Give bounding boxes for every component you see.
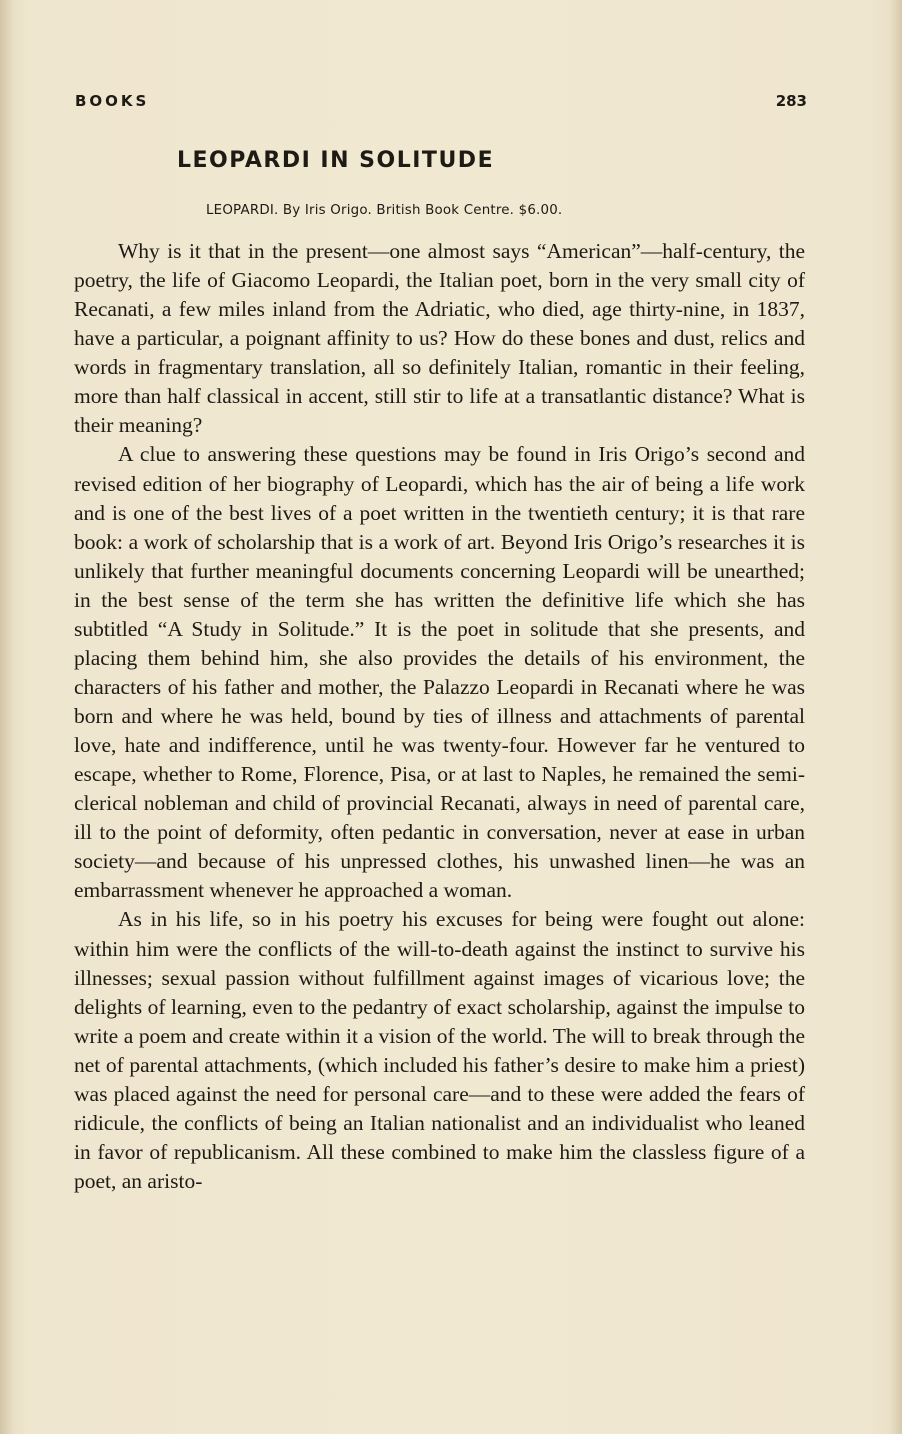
article-body bbox=[74, 237, 805, 1196]
spine-shadow bbox=[0, 0, 14, 1434]
paragraph: A clue to answering these questions may be found in Iris Origo’s second and revised edition of her biography of Leopardi, which has the air of being a life work and is one of the best lives of a poet written in the twentieth century; it is that rare book: a work of scholarship that is a work of art. Beyond Iris Origo’s researches it is unlikely that further meaningful documents concerning Leopardi will be unearthed; in the best sense of the term she has written the definitive life which she has subtitled “A Study in Solitude.” It is the poet in solitude that she presents, and placing them behind him, she also provides the details of his environment, the characters of his father and mother, the Palazzo Leopardi in Recanati where he was born and where he was held, bound by ties of illness and attachments of parental love, hate and indifference, until he was twenty-four. However far he ventured to escape, whether to Rome, Florence, Pisa, or at last to Naples, he remained the semi-clerical nobleman and child of provincial Recanati, always in need of parental care, ill to the point of deformity, often pedantic in conversation, never at ease in urban society—and because of his unpressed clothes, his unwashed linen—he was an embarrassment whenever he approached a woman. bbox=[74, 442, 805, 903]
page-header bbox=[75, 92, 807, 116]
page-number: 283 bbox=[775, 92, 807, 110]
article-title: LEOPARDI IN SOLITUDE bbox=[177, 148, 495, 173]
page-edge-shadow bbox=[890, 0, 902, 1434]
book-citation: LEOPARDI. By Iris Origo. British Book Centre. $6.00. bbox=[206, 203, 563, 218]
paragraph: Why is it that in the present—one almost says “American”—half-century, the poetry, the life of Giacomo Leopardi, the Italian poet, born in the very small city of Recanati, a few miles inland from the Adriatic, who died, age thirty-nine, in 1837, have a particular, a poignant affinity to us? How do these bones and dust, relics and words in fragmentary translation, all so definitely Italian, romantic in their feeling, more than half classical in accent, still stir to life at a transatlantic distance? What is their meaning? bbox=[74, 239, 805, 438]
running-head: BOOKS bbox=[75, 92, 150, 110]
paragraph: As in his life, so in his poetry his excuses for being were fought out alone: within him were the conflicts of the will-to-death against the instinct to survive his illnesses; sexual passion without fulfillment against images of vicarious love; the delights of learning, even to the pedantry of exact scholarship, against the impulse to write a poem and create within it a vision of the world. The will to break through the net of parental attachments, (which included his father’s desire to make him a priest) was placed against the need for personal care—and to these were added the fears of ridicule, the conflicts of being an Italian nationalist and an individualist who leaned in favor of republicanism. All these combined to make him the classless figure of a poet, an aristo- bbox=[74, 907, 805, 1193]
